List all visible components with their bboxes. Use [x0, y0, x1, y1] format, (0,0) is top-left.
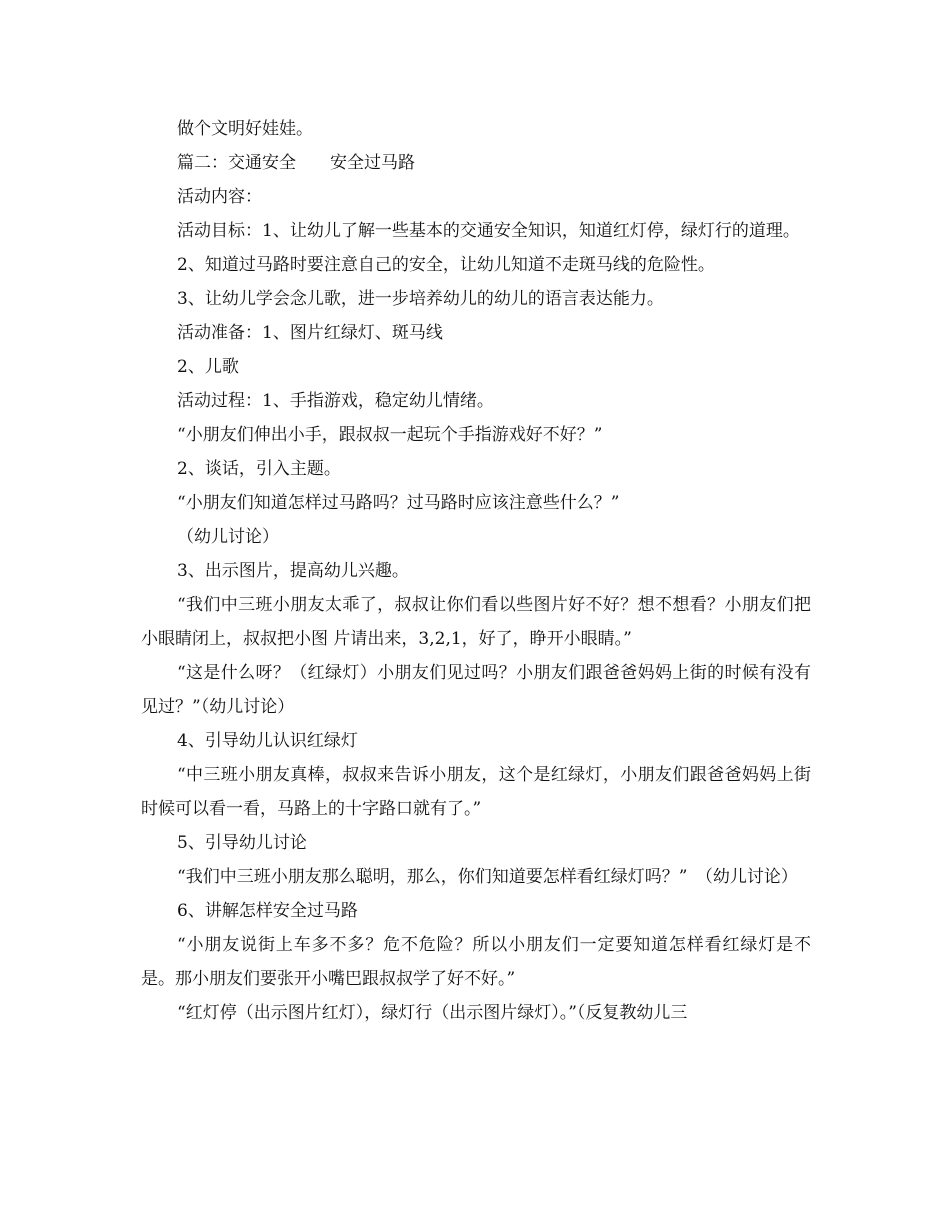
- paragraph: “这是什么呀？（红绿灯）小朋友们见过吗？小朋友们跟爸爸妈妈上街的时候有没有见过？”（幼儿讨论）: [141, 663, 811, 717]
- paragraph: “中三班小朋友真棒，叔叔来告诉小朋友，这个是红绿灯，小朋友们跟爸爸妈妈上街时候可以看一看，马路上的十字路口就有了。”: [141, 765, 811, 819]
- paragraph: 活动过程：1、手指游戏，稳定幼儿情绪。: [177, 391, 494, 411]
- document-body: [141, 112, 811, 1030]
- paragraph: 活动内容：: [177, 187, 262, 207]
- section-heading: 篇二：交通安全 安全过马路: [177, 153, 415, 173]
- paragraph: 5、引导幼儿讨论: [177, 833, 307, 853]
- paragraph: （幼儿讨论）: [177, 527, 279, 547]
- paragraph: “小朋友说街上车多不多？危不危险？所以小朋友们一定要知道怎样看红绿灯是不是。那小朋友们要张开小嘴巴跟叔叔学了好不好。”: [141, 935, 811, 989]
- paragraph: 2、谈话，引入主题。: [177, 459, 341, 479]
- paragraph: 做个文明好娃娃。: [177, 119, 313, 139]
- paragraph: “小朋友们伸出小手，跟叔叔一起玩个手指游戏好不好？”: [177, 425, 603, 445]
- paragraph: 3、让幼儿学会念儿歌，进一步培养幼儿的幼儿的语言表达能力。: [177, 289, 664, 309]
- paragraph: 活动准备：1、图片红绿灯、斑马线: [177, 323, 443, 343]
- paragraph: 6、讲解怎样安全过马路: [177, 901, 358, 921]
- paragraph: “我们中三班小朋友那么聪明，那么，你们知道要怎样看红绿灯吗？” （幼儿讨论）: [177, 867, 798, 887]
- paragraph: 活动目标：1、让幼儿了解一些基本的交通安全知识，知道红灯停，绿灯行的道理。: [177, 221, 800, 241]
- paragraph: “我们中三班小朋友太乖了，叔叔让你们看以些图片好不好？想不想看？小朋友们把小眼睛闭上，叔叔把小图 片请出来，3,2,1，好了，睁开小眼睛。”: [141, 595, 811, 649]
- paragraph: 3、出示图片，提高幼儿兴趣。: [177, 561, 409, 581]
- paragraph: 2、知道过马路时要注意自己的安全，让幼儿知道不走斑马线的危险性。: [177, 255, 715, 275]
- paragraph: 2、儿歌: [177, 357, 239, 377]
- paragraph: “小朋友们知道怎样过马路吗？过马路时应该注意些什么？”: [177, 493, 620, 513]
- paragraph: 4、引导幼儿认识红绿灯: [177, 731, 358, 751]
- paragraph: “红灯停（出示图片红灯），绿灯行（出示图片绿灯）。”（反复教幼儿三: [177, 1003, 688, 1023]
